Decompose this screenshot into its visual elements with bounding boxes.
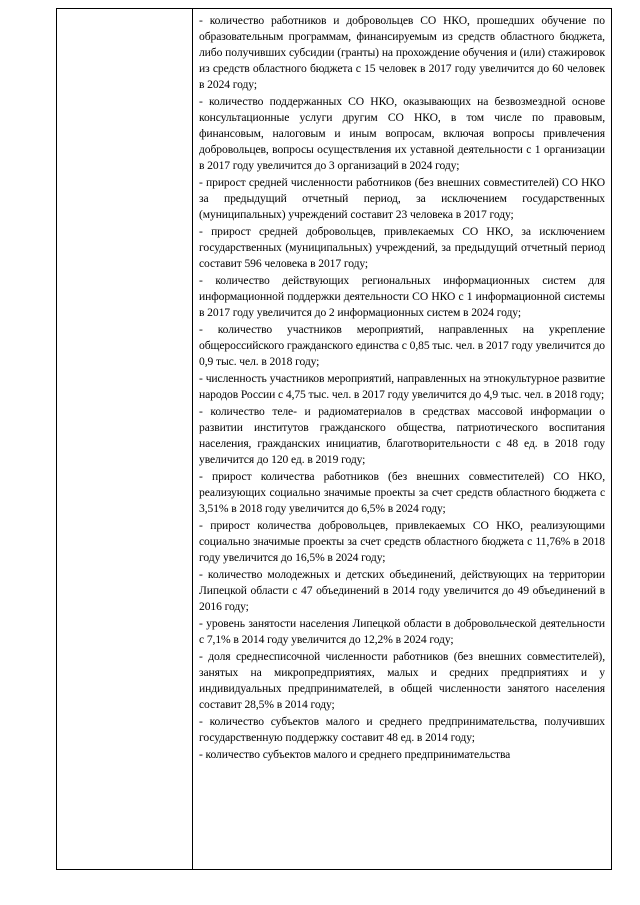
indicator-item: - прирост средней добровольцев, привлекаемых СО НКО, за исключением государственных (муниципальных) учреждений, за предыдущий отчетный период составит 596 человека в 2017 году; xyxy=(199,225,605,270)
indicator-item: - количество участников мероприятий, направленных на укрепление общероссийского гражданского единства с 0,85 тыс. чел. в 2017 году увеличится до 0,9 тыс. чел. в 2018 году; xyxy=(199,323,605,368)
indicator-item: - уровень занятости населения Липецкой области в добровольческой деятельности с 7,1% в 2014 году увеличится до 12,2% в 2024 году; xyxy=(199,617,605,646)
indicator-item: - прирост средней численности работников (без внешних совместителей) СО НКО за предыдущий отчетный период, за исключением государственных (муниципальных) учреждений составит 23 человека в 2017 году; xyxy=(199,176,605,221)
indicators-cell xyxy=(193,9,612,870)
indicator-item: - численность участников мероприятий, направленных на этнокультурное развитие народов России с 4,75 тыс. чел. в 2017 году увеличится до 4,9 тыс. чел. в 2018 году; xyxy=(199,372,605,401)
indicator-item: - количество молодежных и детских объединений, действующих на территории Липецкой области с 47 объединений в 2014 году увеличится до 49 объединений в 2016 году; xyxy=(199,568,605,613)
table-row xyxy=(57,9,612,870)
indicator-item: - количество субъектов малого и среднего предпринимательства, получивших государственную поддержку составит 48 ед. в 2014 году; xyxy=(199,715,605,744)
indicator-item: - количество теле- и радиоматериалов в средствах массовой информации о развитии институтов гражданского общества, патриотического воспитания населения, гражданских инициатив, благотворительности с 48 ед. в 2018 году увеличится до 120 ед. в 2019 году; xyxy=(199,405,605,466)
document-table xyxy=(56,8,612,870)
indicator-item: - количество субъектов малого и среднего предпринимательства xyxy=(199,748,511,761)
indicator-item: - количество работников и добровольцев СО НКО, прошедших обучение по образовательным программам, финансируемым из средств областного бюджета, либо получивших субсидии (гранты) на прохождение обучения и (или) стажировок из средств областного бюджета с 15 человек в 2017 году увеличится до 60 человек в 2024 году; xyxy=(199,14,605,91)
indicator-item: - прирост количества работников (без внешних совместителей) СО НКО, реализующих социально значимые проекты за счет средств областного бюджета с 3,51% в 2018 году увеличится до 6,5% в 2024 году; xyxy=(199,470,605,515)
indicator-item: - количество действующих региональных информационных систем для информационной поддержки деятельности СО НКО с 1 информационной системы в 2017 году увеличится до 2 информационных систем в 2024 году; xyxy=(199,274,605,319)
indicator-item: - прирост количества добровольцев, привлекаемых СО НКО, реализующими социально значимые проекты за счет средств областного бюджета с 11,76% в 2018 году увеличится до 16,5% в 2024 году; xyxy=(199,519,605,564)
indicator-item: - доля среднесписочной численности работников (без внешних совместителей), занятых на микропредприятиях, малых и средних предприятиях и у индивидуальных предпринимателей, в общей численности занятого населения составит 28,5% в 2014 году; xyxy=(199,650,605,711)
empty-left-cell xyxy=(57,9,193,870)
indicator-item: - количество поддержанных СО НКО, оказывающих на безвозмездной основе консультационные услуги другим СО НКО, в том числе по правовым, финансовым, налоговым и иным вопросам, включая вопросы привлечения добровольцев, вопросы осуществления их уставной деятельности с 1 организации в 2017 году увеличится до 3 организаций в 2024 году; xyxy=(199,95,605,172)
